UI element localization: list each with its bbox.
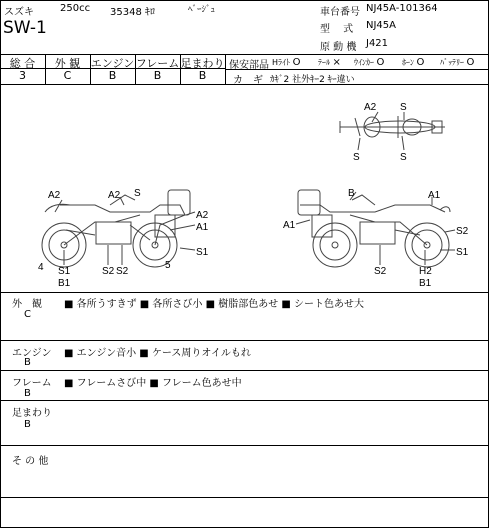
diagram-label: S2 [374, 266, 387, 277]
diagram-label: A1 [283, 220, 296, 231]
grade-suspension: B [198, 69, 207, 82]
part-taillight: ﾃｰﾙ × [318, 57, 341, 68]
part-winker: ｳｲﾝｶｰ O [354, 57, 385, 68]
diagram-label: S2 [456, 226, 469, 237]
section-exterior-label: 外 観 [12, 299, 42, 310]
diagram-label: S [400, 102, 407, 113]
maker: スズキ [4, 7, 34, 18]
type-label: 型 式 [320, 24, 354, 35]
grade-exterior: C [63, 69, 72, 82]
displacement: 250cc [60, 3, 91, 14]
grade-frame: B [153, 69, 162, 82]
diagram-label: S1 [456, 247, 469, 258]
section-engine-grade: B [24, 357, 31, 368]
section-suspension-label: 足まわり [12, 408, 52, 419]
diagram-label: B [348, 188, 355, 199]
diagram-label: H2 [419, 266, 432, 277]
section-frame-text: ■ フレームさび中 ■ フレーム色あせ中 [64, 378, 242, 389]
key-text: ｶｷﾞ2 社外ｷｰ2 ｷｰ違い [270, 75, 355, 85]
top-view-motorcycle-icon [340, 116, 445, 138]
diagram-label: A2 [364, 102, 377, 113]
diagram-label: B1 [419, 278, 432, 289]
diagram-label: S2 [116, 266, 129, 277]
diagram-label: A2 [108, 190, 121, 201]
engine-label: 原 動 機 [320, 42, 357, 53]
type-value: NJ45A [366, 20, 396, 31]
section-engine-text: ■ エンジン音小 ■ ケース周りオイルもれ [64, 348, 251, 359]
section-exterior-grade: C [24, 309, 31, 320]
frame-no-label: 車台番号 [320, 7, 360, 18]
grade-header-overall: 総 合 [9, 57, 36, 70]
diagram-label: S2 [102, 266, 115, 277]
diagram-label: A1 [196, 222, 209, 233]
part-battery: ﾊﾞｯﾃﾘｰ O [440, 57, 475, 68]
diagram-label: A2 [196, 210, 209, 221]
diagram-label: S [400, 152, 407, 163]
part-headlight: Hﾗｲﾄ O [272, 57, 301, 68]
right-side-motorcycle-icon [298, 190, 450, 267]
grade-header-suspension: 足まわり [180, 57, 225, 70]
diagram-label: A1 [428, 190, 441, 201]
grade-overall: 3 [19, 69, 26, 82]
grade-header-frame: フレーム [135, 57, 180, 70]
engine-value: J421 [366, 38, 389, 49]
diagram-label: A2 [48, 190, 61, 201]
section-engine-label: エンジン [12, 348, 52, 359]
diagram-label: 4 [38, 262, 44, 273]
section-frame-grade: B [24, 388, 31, 399]
part-horn: ﾎｰﾝ O [402, 57, 425, 68]
diagram-label: S1 [58, 266, 71, 277]
grade-engine: B [108, 69, 117, 82]
grade-header-exterior: 外 観 [54, 57, 81, 70]
diagram-label: 5 [165, 260, 171, 271]
model-name: SW-1 [3, 18, 47, 38]
section-frame-label: フレーム [12, 378, 52, 389]
parts-label: 保安部品 [229, 60, 269, 71]
grade-header-engine: エンジン [90, 57, 135, 70]
mileage: 35348 ｷﾛ [110, 7, 155, 18]
diagram-label: S [134, 188, 141, 199]
section-exterior-text: ■ 各所うすきず ■ 各所さび小 ■ 樹脂部色あせ ■ シート色あせ大 [64, 299, 365, 310]
diagram-label: S1 [196, 247, 209, 258]
key-label: カ ギ [233, 75, 263, 86]
frame-no: NJ45A-101364 [366, 3, 438, 14]
diagram-label: B1 [58, 278, 71, 289]
diagram-label: S [353, 152, 360, 163]
section-other-label: そ の 他 [12, 456, 49, 467]
section-suspension-grade: B [24, 419, 31, 430]
color: ﾍﾞｰｼﾞｭ [188, 5, 216, 15]
